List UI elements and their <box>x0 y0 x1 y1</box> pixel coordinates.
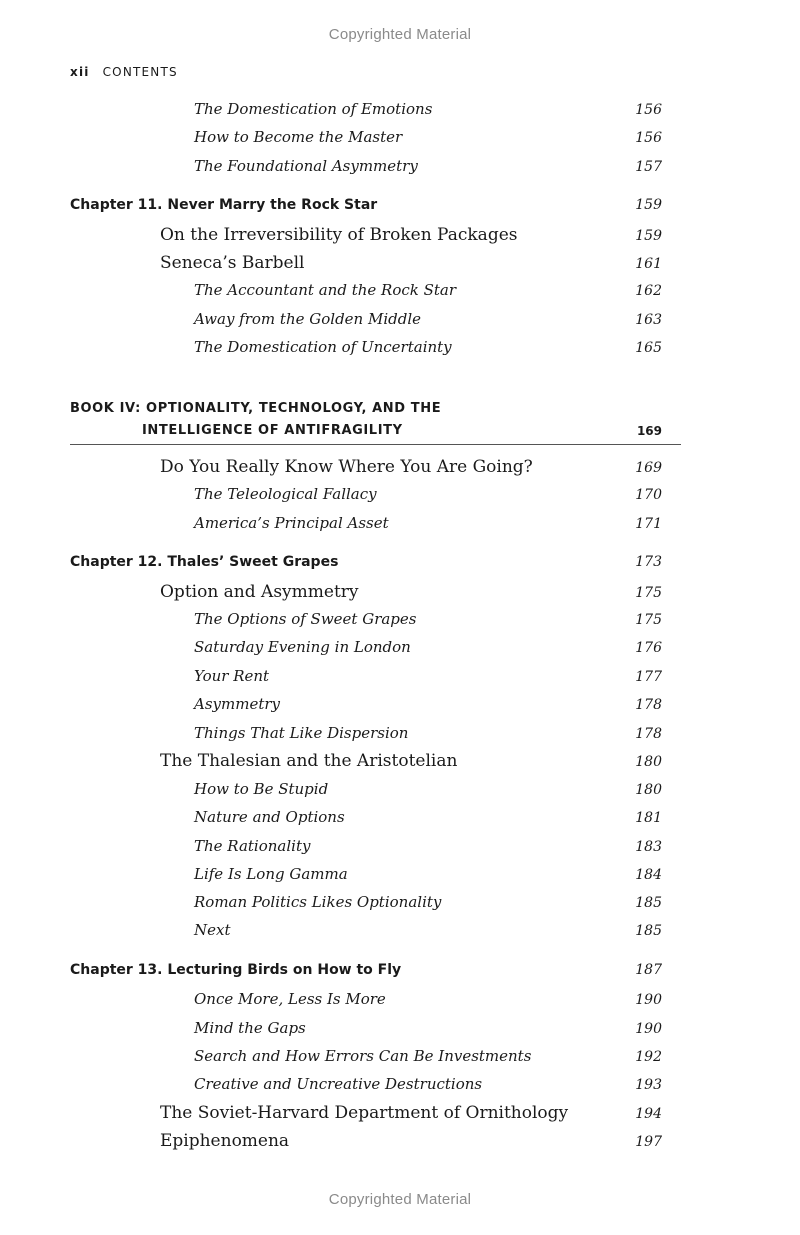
toc-section <box>70 1131 662 1159</box>
toc-entry-title: Life Is Long Gamma <box>194 865 348 883</box>
toc-entry-page: 185 <box>635 895 662 911</box>
toc-entry-title: Things That Like Dispersion <box>194 724 409 742</box>
toc-entry-page: 171 <box>635 516 662 532</box>
toc-entry <box>70 1075 662 1103</box>
toc-entry-title: The Teleological Fallacy <box>194 485 377 503</box>
toc-entry <box>70 921 662 949</box>
toc-entry-page: 190 <box>635 992 662 1008</box>
toc-entry-page: 181 <box>635 810 662 826</box>
toc-entry <box>70 100 662 128</box>
toc-entry-page: 156 <box>635 130 662 146</box>
toc-chapter <box>70 554 662 582</box>
toc-entry-page: 177 <box>635 669 662 685</box>
toc-entry-page: 193 <box>635 1077 662 1093</box>
toc-entry-title: Your Rent <box>194 667 270 685</box>
toc-section-page: 159 <box>635 228 662 244</box>
toc-entry-title: Creative and Uncreative Destructions <box>194 1075 483 1093</box>
watermark-bottom: Copyrighted Material <box>328 1191 472 1208</box>
toc-entry <box>70 281 662 309</box>
toc-chapter-page: 187 <box>635 962 662 978</box>
toc-entry <box>70 514 662 542</box>
toc-entry-page: 183 <box>635 839 662 855</box>
toc-entry-page: 178 <box>635 726 662 742</box>
toc-chapter-title: Chapter 11. Never Marry the Rock Star <box>70 197 378 213</box>
toc-entry-title: America’s Principal Asset <box>194 514 389 532</box>
toc-entry <box>70 338 662 366</box>
toc-entry-title: Once More, Less Is More <box>194 990 386 1008</box>
toc-entry <box>70 310 662 338</box>
toc-entry-page: 185 <box>635 923 662 939</box>
toc-entry <box>70 780 662 808</box>
toc-entry-page: 184 <box>635 867 662 883</box>
toc-entry-title: The Domestication of Uncertainty <box>194 338 452 356</box>
toc-section <box>70 582 662 610</box>
toc-entry <box>70 1019 662 1047</box>
book-heading-page: 169 <box>636 424 662 438</box>
toc-entry-page: 192 <box>635 1049 662 1065</box>
toc-entry <box>70 990 662 1018</box>
toc-entry <box>70 638 662 666</box>
toc-entry-title: The Rationality <box>194 837 311 855</box>
toc-entry-page: 176 <box>635 640 662 656</box>
toc-entry-title: Nature and Options <box>194 808 345 826</box>
toc-section-page: 175 <box>635 585 662 601</box>
toc-entry-title: Saturday Evening in London <box>194 638 411 656</box>
toc-section-page: 180 <box>635 754 662 770</box>
toc-entry <box>70 695 662 723</box>
toc-entry-title: Away from the Golden Middle <box>194 310 422 328</box>
toc-section-page: 169 <box>635 460 662 476</box>
toc-entry-title: Roman Politics Likes Optionality <box>194 893 442 911</box>
toc-section <box>70 751 662 779</box>
toc-entry-page: 165 <box>635 340 662 356</box>
running-head <box>70 65 178 79</box>
toc-entry-title: Search and How Errors Can Be Investments <box>194 1047 532 1065</box>
book-heading-line2: INTELLIGENCE OF ANTIFRAGILITY <box>142 423 403 438</box>
toc-entry-page: 190 <box>635 1021 662 1037</box>
toc-entry <box>70 837 662 865</box>
book-heading-line1: BOOK IV: OPTIONALITY, TECHNOLOGY, AND THE <box>70 401 442 416</box>
toc-entry-page: 162 <box>635 283 662 299</box>
toc-entry-title: Asymmetry <box>194 695 281 713</box>
toc-entry-page: 163 <box>635 312 662 328</box>
toc-entry-title: The Options of Sweet Grapes <box>194 610 417 628</box>
toc-section-title: The Soviet-Harvard Department of Ornithology <box>160 1103 569 1123</box>
toc-entry <box>70 667 662 695</box>
toc-entry <box>70 893 662 921</box>
toc-entry <box>70 157 662 185</box>
toc-entry-page: 175 <box>635 612 662 628</box>
toc-section-page: 194 <box>635 1106 662 1122</box>
toc-entry-page: 157 <box>635 159 662 175</box>
toc-chapter-page: 173 <box>635 554 662 570</box>
toc-chapter-title: Chapter 12. Thales’ Sweet Grapes <box>70 554 339 570</box>
toc-entry <box>70 1047 662 1075</box>
toc-entry-title: How to Be Stupid <box>194 780 329 798</box>
toc-entry <box>70 865 662 893</box>
toc-entry-page: 180 <box>635 782 662 798</box>
toc-section <box>70 225 662 253</box>
toc-entry-title: How to Become the Master <box>194 128 403 146</box>
toc-section-title: Option and Asymmetry <box>160 582 359 602</box>
toc-entry-page: 178 <box>635 697 662 713</box>
toc-section <box>70 253 662 281</box>
toc-section <box>70 457 662 485</box>
page-folio: xii <box>70 65 90 79</box>
toc-chapter <box>70 962 662 990</box>
toc-entry-page: 156 <box>635 102 662 118</box>
toc-entry-page: 170 <box>635 487 662 503</box>
toc-chapter-page: 159 <box>635 197 662 213</box>
toc-section-page: 197 <box>635 1134 662 1150</box>
toc-entry-title: Mind the Gaps <box>194 1019 306 1037</box>
toc-entry <box>70 128 662 156</box>
book-heading <box>70 398 681 445</box>
toc-entry-title: The Foundational Asymmetry <box>194 157 418 175</box>
toc-section-title: Seneca’s Barbell <box>160 253 305 273</box>
toc-entry-title: The Domestication of Emotions <box>194 100 433 118</box>
toc-entry-title: Next <box>194 921 231 939</box>
toc-chapter <box>70 197 662 225</box>
book-heading-line2-row <box>70 420 681 444</box>
toc-entry-title: The Accountant and the Rock Star <box>194 281 457 299</box>
toc-section-title: On the Irreversibility of Broken Packages <box>160 225 518 245</box>
watermark-top: Copyrighted Material <box>328 26 472 43</box>
toc-entry <box>70 485 662 513</box>
toc-entry <box>70 610 662 638</box>
toc-section-page: 161 <box>635 256 662 272</box>
running-head-label: CONTENTS <box>102 65 178 79</box>
toc-section-title: The Thalesian and the Aristotelian <box>160 751 458 771</box>
toc-section-title: Do You Really Know Where You Are Going? <box>160 457 533 477</box>
toc-section-title: Epiphenomena <box>160 1131 290 1151</box>
toc-chapter-title: Chapter 13. Lecturing Birds on How to Fly <box>70 962 402 978</box>
toc-entry <box>70 808 662 836</box>
toc-entry <box>70 724 662 752</box>
toc-section <box>70 1103 662 1131</box>
